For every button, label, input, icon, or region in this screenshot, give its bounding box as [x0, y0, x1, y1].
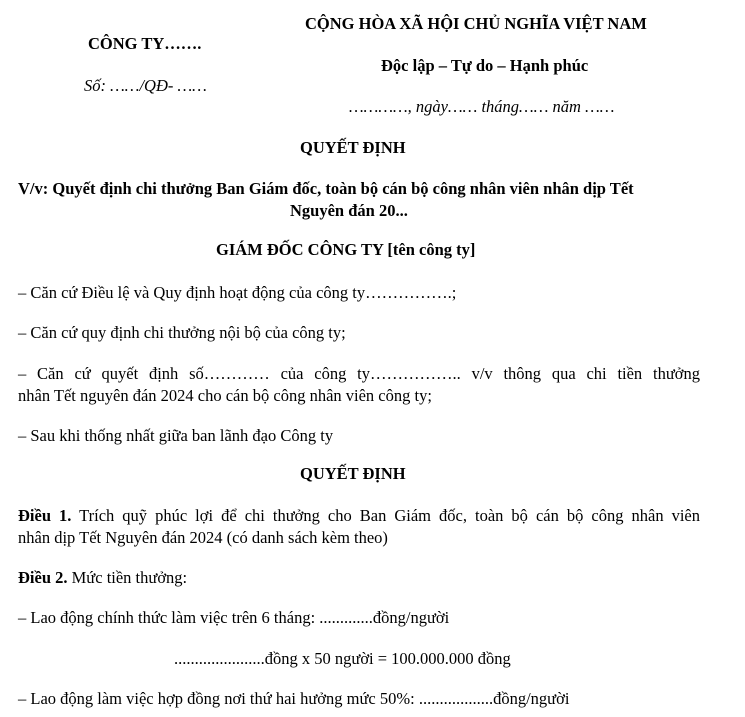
basis-item: – Sau khi thống nhất giữa ban lãnh đạo Công ty	[18, 426, 334, 445]
bonus-calculation: ......................đồng x 50 người = 100.000.000 đồng	[174, 649, 511, 668]
country-name: CỘNG HÒA XÃ HỘI CHỦ NGHĨA VIỆT NAM	[305, 14, 647, 33]
document-date: …………, ngày…… tháng…… năm ……	[349, 97, 615, 116]
article-2-heading	[18, 568, 187, 588]
bonus-item: – Lao động làm việc hợp đồng nơi thứ hai hưởng mức 50%: ..................đồng/người	[18, 689, 570, 708]
basis-item: – Căn cứ quyết định số………… của công ty…………….. v/v thông qua chi tiền thưởng	[18, 364, 700, 383]
article-1-label: Điều 1.	[18, 506, 72, 525]
subject-line-2: Nguyên đán 20...	[290, 201, 408, 220]
article-1-line-1	[18, 506, 700, 526]
article-1-line-2: nhân dịp Tết Nguyên đán 2024 (có danh sách kèm theo)	[18, 528, 388, 547]
national-motto: Độc lập – Tự do – Hạnh phúc	[381, 56, 589, 75]
article-2-text: Mức tiền thưởng:	[67, 568, 188, 587]
basis-item: – Căn cứ quy định chi thưởng nội bộ của công ty;	[18, 323, 346, 342]
bonus-item: – Lao động chính thức làm việc trên 6 tháng: .............đồng/người	[18, 608, 450, 627]
article-1-text: Trích quỹ phúc lợi để chi thưởng cho Ban Giám đốc, toàn bộ cán bộ công nhân viên	[71, 506, 701, 525]
subject-line-1: V/v: Quyết định chi thưởng Ban Giám đốc, toàn bộ cán bộ công nhân viên nhân dịp Tết	[18, 179, 634, 198]
basis-item: – Căn cứ Điều lệ và Quy định hoạt động của công ty…………….;	[18, 283, 457, 302]
document-number: Số: ……/QĐ- ……	[84, 76, 207, 95]
article-2-label: Điều 2.	[18, 568, 68, 587]
decision-heading: QUYẾT ĐỊNH	[300, 464, 406, 483]
director-heading: GIÁM ĐỐC CÔNG TY [tên công ty]	[216, 240, 476, 259]
document-title: QUYẾT ĐỊNH	[300, 138, 406, 157]
basis-item-continued: nhân Tết nguyên đán 2024 cho cán bộ công nhân viên công ty;	[18, 386, 432, 405]
company-name: CÔNG TY…….	[88, 34, 202, 53]
